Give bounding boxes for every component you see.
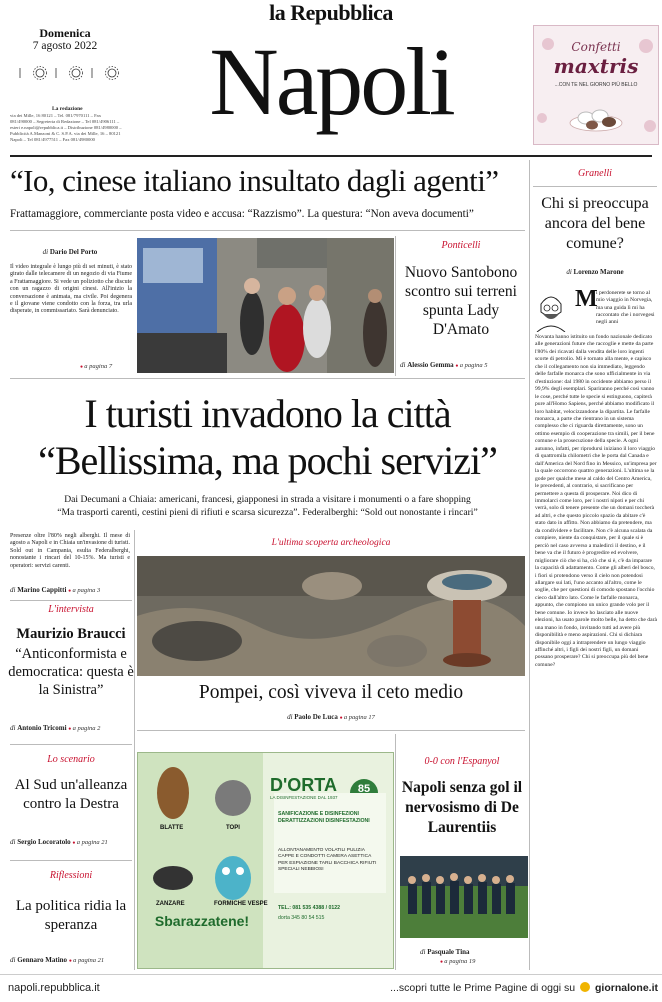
ad-confetti[interactable] [533,25,659,145]
grandi-byline-name: Lorenzo Marone [573,268,624,276]
story1-rule [10,230,525,231]
story1-photo-scene [137,238,394,373]
pompei-headline[interactable]: Pompei, così viveva il ceto medio [198,682,464,703]
intervista-top-rule [10,600,132,601]
col-divider-story1 [395,236,396,376]
lead-left-divider [134,530,135,970]
ad-dorta-caption-blatte: BLATTE [160,825,184,831]
lead-subhead1: Dai Decumani a Chiaia: americani, francesi, giapponesi in strada a visitare i monumenti o a fare shopping [64,494,471,505]
grandi-dropcap: M [575,286,598,312]
masthead-newspaper: la Repubblica [269,0,393,25]
ad-dorta-subtitle: LA DISINFESTAZIONE DAL 1937 [270,795,338,800]
riflessioni-byline-name: Gennaro Matino [17,956,68,964]
espanyol-byline-name: Pasquale Tina [427,948,470,956]
grandi-byline-prefix: di [566,268,572,276]
ponticelli-byline [400,361,530,369]
espanyol-byline [420,948,525,956]
scenario-kicker: Lo scenario [47,754,95,765]
ponticelli-kicker: Ponticelli [441,240,481,251]
footer-site[interactable]: napoli.repubblica.it [8,982,100,994]
ponticelli-byline-name: Alessio Gemma [407,361,454,369]
espanyol-kicker: 0-0 con l'Espanyol [424,756,500,767]
grandi-intro: i perdonerete se torno al mio viaggio in Norvegia, ma una guida lì mi ha raccontato che i norvegesi negli anni [596,290,655,326]
pompei-byline [137,713,525,721]
ponticelli-headline[interactable]: Nuovo Santobono scontro sui terreni spunta Lady D'Amato [404,264,518,338]
pompei-byline-name: Paolo De Luca [294,713,338,721]
ad-dorta-slogan: Sbarazzatene! [154,913,250,929]
scenario-headline[interactable]: Al Sud un'alleanza contro la Destra [14,777,128,812]
giornalone-logo-icon [580,982,590,992]
story1-byline-prefix: di [42,248,49,256]
footer-cta-brand: giornalone.it [595,982,658,994]
grandi-body: Novanta hanno istituito un fondo nazionale dedicato alle generazioni future che raccoglie e mette da parte l'80% dei ricavati dalla vendita delle loro ingenti scorte di petrolio. Mi è tornato alla mente, e capisco che il collegamento non sia immediato, leggendo delle farfalle monarca che sono ufficialmente in via d'estinzione: dal 1980 in occidente abbiamo perso il 99,9% degli esemplari. Spariranno perché così vanno le cose, perché tutte le specie si estinguono, capiterà pure all'Homo Sapiens, perché abbiamo modificato il loro habitat, velocizzandone la dipartita. Le farfalle monarca, a parte che rientrano in un sistema complesso che ci riguarda direttamente, sono un ottimo esempio di cooperazione tra simili, per il bene comune e la prosecuzione della specie. A ogni autunno, infatti, per riprodursi iniziano il loro viaggio di quattromila chilometri che le porta dal Canada e dall'America del Nord fino in Messico, un'impresa per la quale occorrono quattro generazioni. L'ultima se la gode per qualche mese al caldo del Centro America, le precedenti, al contrario, si sacrificano per permettere a questa di prosperare. Noi dico di immolarci come loro, per i nostri nipoti e per chi verrà, solo di tenere presente che un domani toccherà ad altri, e che questo piccolo spazio da abitare c'è stato dato in affitto. Non abbiamo da pretendere, ma da condividere e facilitare. Non c'è alcuna scalata da compiere, niente da conquistare, per il quale si è perciò nel caso avverso a maledirci il destino, e il bene va che il futuro è progredire ed evolvere, migliorare ciò che si ha, ciò che si è, c'è da imparare la capacità di adattamento. Come gli alberi del bosco, i fiori si protendono verso il cielo non potendosi allargare sui lati, l'uno accanto all'altro, come le soglie, che per questioni di comodo spostano l'occhio cieco dall'altro lato. Come le farfalle monarca, appunto, che compiono un unico grande volo per il bene comune. Io invece ho lasciato alle nuove elezioni, ha usato parole molto belle, ha detto che darà una mano in fondo, invitando tutti ad avere più disponibilità e meno aspirazioni. Chi si dichiara disponibile oggi a intraprendere un lungo viaggio affinché altri, i figli dei nostri figli, un domani possano prosperare? Chi si preoccupa più del bene comune? [535,334,657,668]
masthead-date: 7 agosto 2022 [32,40,98,52]
lead-subhead2: “Ma trasporti carenti, cestini pieni di rifiuti e scarsa sicurezza”. Federalberghi: “Sold out nonostante i rincari” [57,507,478,518]
espanyol-left-divider [395,734,396,970]
intervista-name[interactable]: Maurizio Braucci [16,626,126,642]
col-divider-right [529,160,530,970]
story1-body: Il video integrale è lungo più di sei minuti, è stato girato dalle telecamere di un negozio di via Fiume a Frattamaggiore. Si vede un poliziotto che discute con un ragazzo di origini cinesi. All'inizio la conversazione è animata, ma civile. Poi degenera e il giovane viene condotto con la forza, tra urla disperate, in commissariato. Sarà denunciato. [10,264,132,315]
ad-confetti-line2: maxtris [553,54,639,78]
ad-dorta-badge: 85 [357,783,371,795]
masthead-rule [10,155,652,157]
espanyol-pageref[interactable]: ● a pagina 19 [440,958,475,965]
intervista-byline [10,724,135,732]
lead-byline [10,586,135,594]
pompei-bottom-rule [137,730,525,731]
ad-dorta-caption-zanzare: ZANZARE [156,901,185,907]
ad-dorta-brand: D'ORTA [270,775,337,795]
weather-icons [10,62,122,84]
redazione-text: via dei Mille, 16 80121 – Tel. 081/7970111 – Fax 081/490000 – Segreteria di Redazione – Tel 081/4906111 – esteri e.napoli@repubblica.it – Distribuzione 081/4980000 – Pubblicità A.Manzoni & C. S.P.A. via dei Mille, 16 – 80121 Napoli – Tel 081/4977511 – Fax 081/4980000 [10,113,122,142]
espanyol-photo-scene [400,856,528,938]
pompei-byline-prefix: di [287,713,293,721]
author-portrait-icon [535,290,567,332]
espanyol-byline-prefix: di [420,948,426,956]
grandi-headline[interactable]: Chi si preoccupa ancora del bene comune? [541,195,649,252]
redazione-title: La redazione [52,106,83,112]
weather-strip [10,62,122,84]
story1-bottom-rule [10,378,525,379]
pompei-kicker: L'ultima scoperta archeologica [271,538,391,548]
intervista-quote[interactable]: “Anticonformista e democratica: questa è la Sinistra” [8,646,134,698]
ad-confetti-line1: Confetti [571,40,621,54]
lead-body: Presenze oltre l'80% negli alberghi. Il mese di agosto a Napoli e in Chiaia un'invasione di turisti. Sold out in Campania, esulta Federalberghi, nonostante i rincari del 10-15%. Ma turisti e operatori: servizi carenti. [10,533,130,569]
riflessioni-top-rule [10,860,132,861]
pompei-photo-scene [137,556,525,676]
ad-dorta-whatsapp: dorta 345 80 54 515 [278,915,325,921]
story1-photo [137,238,394,373]
pompei-pageref[interactable]: ● a pagina 17 [340,714,375,721]
scenario-byline-prefix: di [10,838,16,846]
ad-dorta-phone: TEL.: 081 535 4388 / 0122 [278,905,341,911]
intervista-kicker: L'intervista [48,604,94,615]
ad-dorta-services-body: ALLONTANAMENTO VOLATILI PULIZIA CAPPE E CONDOTTI CAMERA ASETTICA PER ESPIAZIONE TARLI BACCHICA RIFIUTI SPECIALI NEBBIOSI [278,848,377,873]
grandi-author-portrait [535,290,567,332]
scenario-byline [10,838,135,846]
lead-headline1[interactable]: I turisti invadono la città [84,391,451,436]
grandi-kicker: Granelli [578,168,612,179]
grandi-byline [533,268,657,276]
lead-byline-prefix: di [10,586,16,594]
ad-dorta[interactable] [137,752,394,969]
story1-subhead: Frattamaggiore, commerciante posta video e accusa: “Razzismo”. La questura: “Non aveva documenti” [10,208,474,220]
footer-rule [0,974,662,975]
riflessioni-pageref[interactable]: ● a pagina 21 [69,957,104,964]
footer-cta[interactable] [320,982,658,994]
riflessioni-kicker: Riflessioni [49,870,93,881]
riflessioni-byline-prefix: di [10,956,16,964]
scenario-pageref[interactable]: ● a pagina 21 [72,839,107,846]
grandi-rule [533,186,657,187]
lead-headline2[interactable]: “Bellissima, ma pochi servizi” [38,438,497,483]
story1-byline [10,248,130,256]
ponticelli-pageref[interactable]: ● a pagina 5 [455,362,487,369]
intervista-pageref[interactable]: ● a pagina 2 [68,725,100,732]
footer-cta-text: ...scopri tutte le Prime Pagine di oggi su [390,982,576,994]
riflessioni-headline[interactable]: La politica ridia la speranza [15,898,127,933]
masthead-day: Domenica [39,26,91,40]
scenario-top-rule [10,744,132,745]
ad-dorta-caption-topi: TOPI [226,825,240,831]
lead-pageref[interactable]: ● a pagina 3 [68,587,100,594]
masthead-edition: Napoli [209,28,453,135]
story1-headline[interactable]: “Io, cinese italiano insultato dagli agenti” [10,163,499,198]
espanyol-headline[interactable]: Napoli senza gol il nervosismo di De Laurentiis [401,779,523,836]
espanyol-photo [400,856,528,938]
ad-dorta-caption-formiche: FORMICHE VESPE [214,901,268,907]
story1-byline-name: Dario Del Porto [49,248,98,256]
intervista-byline-prefix: di [10,724,16,732]
pompei-photo [137,556,525,676]
story1-pageref[interactable]: ● a pagina 7 [80,363,112,370]
ad-confetti-tagline: ...CON TE NEL GIORNO PIÙ BELLO [554,82,638,88]
ad-dorta-services-title: SANIFICAZIONE E DISINFEZIONI DERATTIZZAZIONI DISINFESTAZIONI [278,811,370,824]
ponticelli-byline-prefix: di [400,361,406,369]
intervista-byline-name: Antonio Tricomi [17,724,67,732]
scenario-byline-name: Sergio Locoratolo [17,838,71,846]
riflessioni-byline [10,956,135,964]
lead-byline-name: Marino Cappitti [17,586,67,594]
